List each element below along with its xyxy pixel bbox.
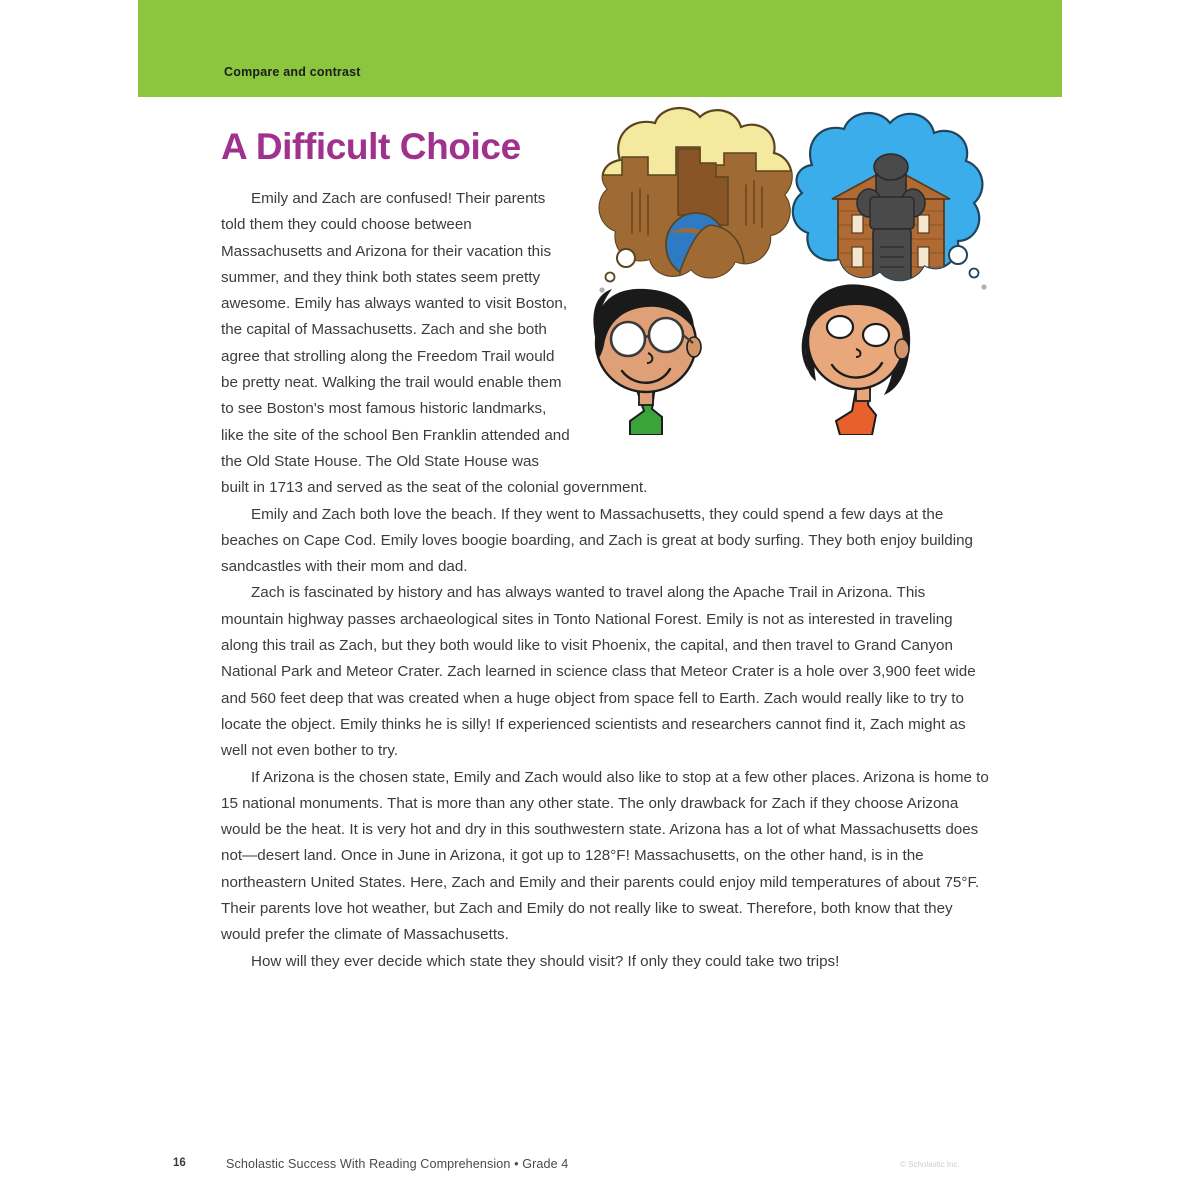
- paragraph-3: Zach is fascinated by history and has always wanted to travel along the Apache Trail in Arizona. This mountain highway passes archaeological sites in Tonto National Forest. Emily is not as interested in traveling along this trail as Zach, but they both would like to visit Phoenix, the capital, and then travel to Grand Canyon National Park and Meteor Crater. Zach learned in science class that Meteor Crater is a hole over 3,900 feet wide and 560 feet deep that was created when a huge object from space fell to Earth. Zach would really like to try to locate the object. Emily thinks he is silly! If experienced scientists and researchers cannot find it, Zach might as well not even bother to try.: [221, 584, 976, 760]
- footer-page-number: 16: [173, 1157, 186, 1169]
- illustration-wrap-spacer: [571, 186, 991, 451]
- footer-copyright: © Scholastic Inc.: [900, 1160, 960, 1169]
- skill-label: Compare and contrast: [224, 65, 361, 79]
- paragraph-4: If Arizona is the chosen state, Emily and Zach would also like to stop at a few other places. Arizona is home to 15 national monuments. That is more than any other state. The only drawback for Zach if they choose Arizona would be the heat. It is very hot and dry in this southwestern state. Arizona has a lot of what Massachusetts does not—desert land. Once in June in Arizona, it got up to 128°F! Massachusetts, on the other hand, is in the northeastern United States. Here, Zach and Emily and their parents could enjoy mild temperatures of about 75°F. Their parents love hot weather, but Zach and Emily do not really like to sweat. Therefore, both know that they would prefer the climate of Massachusetts.: [221, 768, 989, 944]
- footer-book-title: Scholastic Success With Reading Comprehension • Grade 4: [226, 1157, 569, 1171]
- article-body: [221, 186, 991, 975]
- paragraph-1: Emily and Zach are confused! Their parents told them they could choose between Massachusetts and Arizona for their vacation this summer, and they think both states seem pretty awesome. Emily has always wanted to visit Boston, the capital of Massachusetts. Zach and she both agree that strolling along the Freedom Trail would be pretty neat. Walking the trail would enable them to see Boston's most famous historic landmarks, like the site of the school Ben Franklin attended and the Old State House. The Old State House was built in 1713 and served as the seat of the colonial government.: [221, 190, 648, 497]
- page-header-banner: [138, 0, 1062, 97]
- paragraph-2: Emily and Zach both love the beach. If they went to Massachusetts, they could spend a few days at the beaches on Cape Cod. Emily loves boogie boarding, and Zach is great at body surfing. They both enjoy building sandcastles with their mom and dad.: [221, 505, 973, 576]
- paragraph-5: How will they ever decide which state they should visit? If only they could take two trips!: [251, 952, 840, 970]
- page-title: A Difficult Choice: [221, 126, 521, 167]
